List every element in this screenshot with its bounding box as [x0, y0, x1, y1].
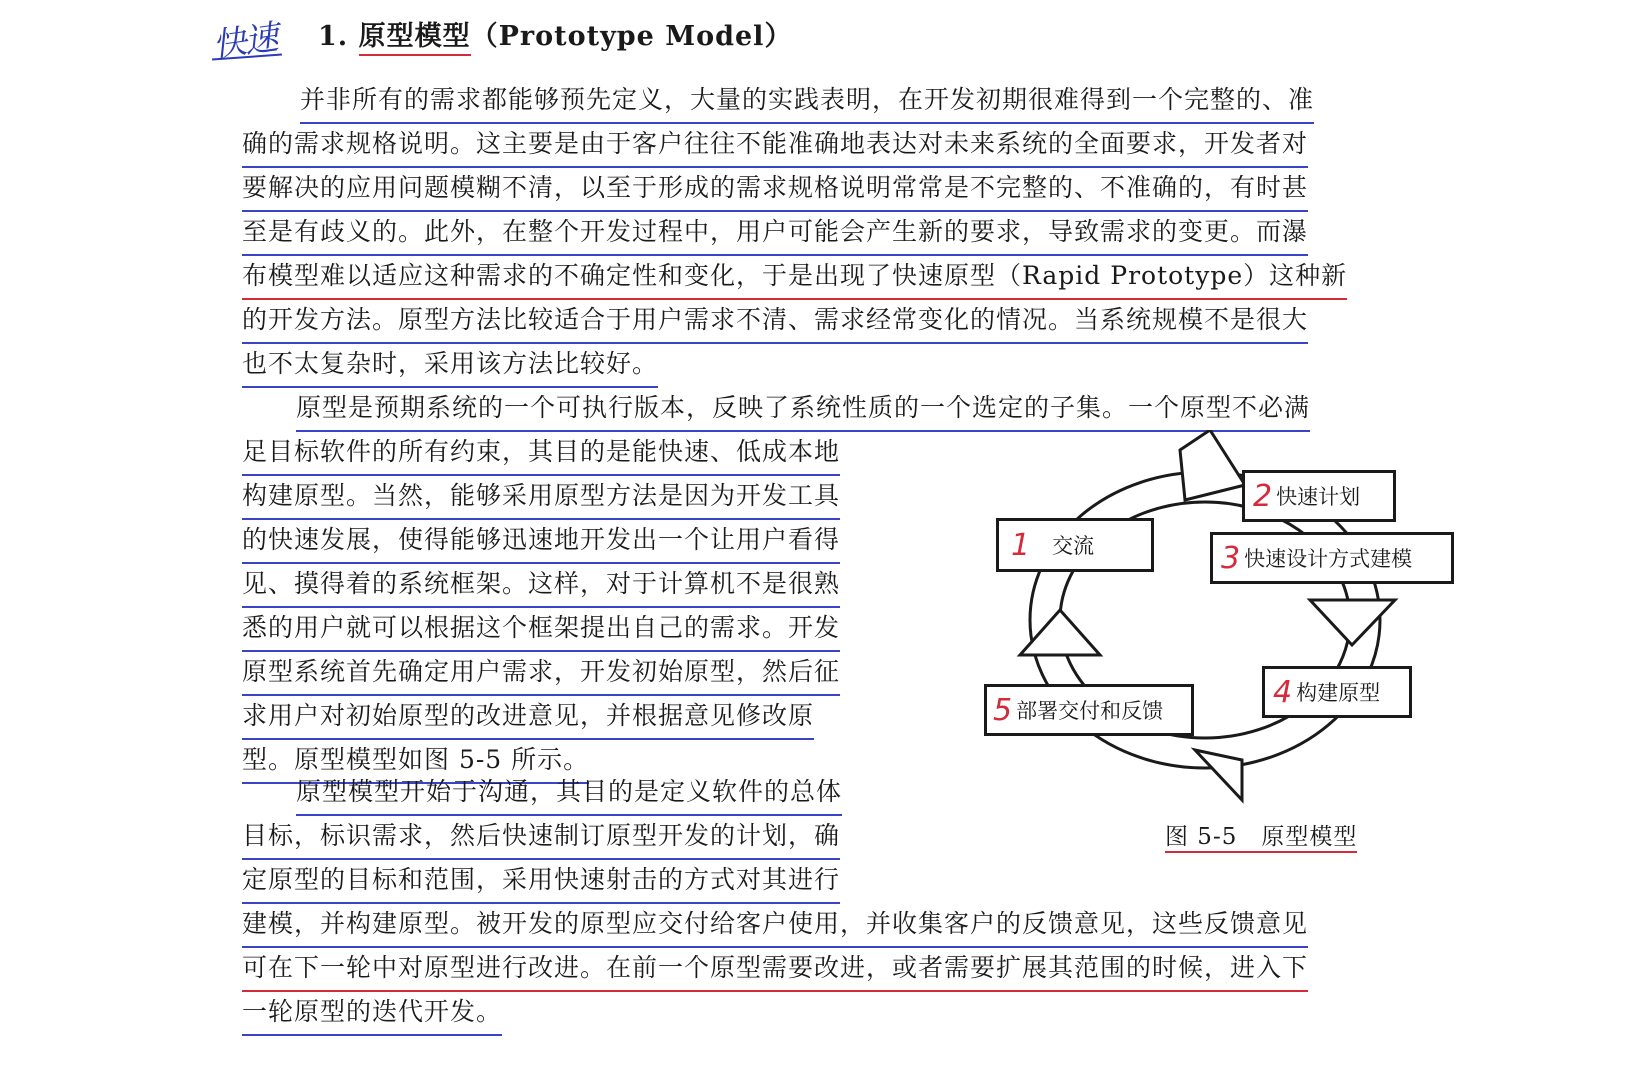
heading-number: 1.: [318, 21, 349, 52]
text-line: 悉的用户就可以根据这个框架提出自己的需求。开发: [242, 606, 840, 652]
arrow-bottom: [1195, 750, 1242, 800]
text-line: 型。原型模型如图 5-5 所示。: [242, 738, 589, 784]
text-line: 原型系统首先确定用户需求，开发初始原型，然后征: [242, 650, 840, 696]
text-line: 可在下一轮中对原型进行改进。在前一个原型需要改进，或者需要扩展其范围的时候，进入下: [242, 946, 1308, 992]
arrow-right: [1310, 600, 1395, 645]
text-line: 并非所有的需求都能够预先定义，大量的实践表明，在开发初期很难得到一个完整的、准: [300, 78, 1314, 124]
text-line: 见、摸得着的系统框架。这样，对于计算机不是很熟: [242, 562, 840, 608]
step-3-box: 3 快速设计方式建模: [1210, 532, 1454, 584]
text-line: 确的需求规格说明。这主要是由于客户往往不能准确地表达对未来系统的全面要求，开发者对: [242, 122, 1308, 168]
step-1-box: 1 交流: [996, 518, 1154, 572]
step-2-box: 2 快速计划: [1242, 470, 1396, 522]
text-line: 原型是预期系统的一个可执行版本，反映了系统性质的一个选定的子集。一个原型不必满: [296, 386, 1310, 432]
text-line: 一轮原型的迭代开发。: [242, 990, 502, 1036]
step-2-label: 快速计划: [1276, 485, 1361, 509]
text-line: 原型模型开始于沟通，其目的是定义软件的总体: [296, 770, 842, 816]
text-line: 建模，并构建原型。被开发的原型应交付给客户使用，并收集客户的反馈意见，这些反馈意见: [242, 902, 1308, 948]
arrow-top: [1180, 430, 1245, 500]
step-5-box: 5 部署交付和反馈: [984, 684, 1194, 736]
text-line: 至是有歧义的。此外，在整个开发过程中，用户可能会产生新的要求，导致需求的变更。而瀑: [242, 210, 1308, 256]
prototype-cycle-diagram: [980, 430, 1450, 820]
figure-caption: 图 5-5 原型模型: [1165, 818, 1357, 853]
text-line: 构建原型。当然，能够采用原型方法是因为开发工具: [242, 474, 840, 520]
text-line: 的快速发展，使得能够迅速地开发出一个让用户看得: [242, 518, 840, 564]
text-line: 目标，标识需求，然后快速制订原型开发的计划，确: [242, 814, 840, 860]
heading-title-cn: 原型模型: [359, 21, 471, 56]
text-line: 要解决的应用问题模糊不清，以至于形成的需求规格说明常常是不完整的、不准确的，有时甚: [242, 166, 1308, 212]
step-3-label: 快速设计方式建模: [1244, 547, 1413, 571]
text-line: 足目标软件的所有约束，其目的是能快速、低成本地: [242, 430, 840, 476]
text-line: 也不太复杂时，采用该方法比较好。: [242, 342, 658, 388]
step-4-box: 4 构建原型: [1262, 666, 1412, 718]
text-line: 布模型难以适应这种需求的不确定性和变化，于是出现了快速原型（Rapid Prototype）这种新: [242, 254, 1347, 300]
step-5-label: 部署交付和反馈: [1016, 699, 1164, 723]
step-4-label: 构建原型: [1296, 681, 1381, 705]
text-line: 的开发方法。原型方法比较适合于用户需求不清、需求经常变化的情况。当系统规模不是很大: [242, 298, 1308, 344]
text-line: 求用户对初始原型的改进意见，并根据意见修改原: [242, 694, 814, 740]
section-heading: [318, 14, 792, 53]
heading-title-en: （Prototype Model）: [470, 21, 793, 52]
step-1-label: 交流: [1052, 534, 1095, 558]
text-line: 定原型的目标和范围，采用快速射击的方式对其进行: [242, 858, 840, 904]
handwritten-note: 快速: [210, 17, 279, 67]
